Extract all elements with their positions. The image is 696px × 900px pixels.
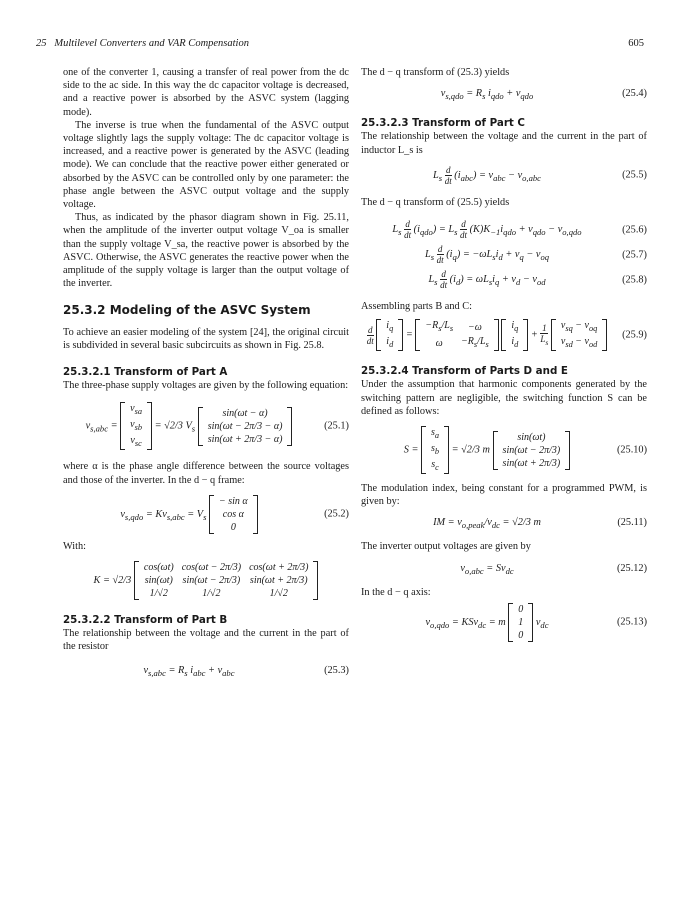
- subsection-heading: 25.3.2.3 Transform of Part C: [361, 117, 525, 130]
- paragraph: The inverter output voltages are given by: [361, 541, 531, 553]
- paragraph: With:: [63, 540, 87, 552]
- equation-25-1: $v_{s,abc}$ = $v_{sa}$ $v_{sb}$ $v_{sc}$ = √2/3 $V_s$ sin(ωt − α) sin(ωt − 2π/3 − α) sin(ωt + 2π/3 − α) (25.1): [85, 403, 349, 449]
- subsection-heading: 25.3.2.2 Transform of Part B: [63, 614, 228, 627]
- equation-number: (25.2): [324, 508, 349, 520]
- paragraph: The relationship between the voltage and the current in the part of the resistor: [63, 628, 349, 653]
- equation-25-10: S = $s_a$ $s_b$ $s_c$ = √2/3 m sin(ωt) sin(ωt − 2π/3) sin(ωt + 2π/3) (25.10): [403, 427, 647, 473]
- equation-25-7: $L_s$ $\frac{d}{dt}$ $(i_q) = -\omega L_si_d + v_q - v_{oq}$ (25.7): [424, 244, 647, 266]
- paragraph: one of the converter 1, causing a transfer of real power from the dc side to the ac side. In this way the dc capacitor voltage is decreased, and a reactive power is absorbed by the ASVC system (lagging mode).: [63, 67, 349, 118]
- equation-number: (25.4): [622, 88, 647, 100]
- equation-25-13: $v_{o,qdo} = KSv_{dc} = m$ 0 1 0 $v_{dc}$ (25.13): [425, 603, 647, 641]
- paragraph: To achieve an easier modeling of the system [24], the original circuit is subdivided in several basic subcircuits as shown in Fig. 25.8.: [63, 326, 349, 351]
- subsection-heading: 25.3.2.1 Transform of Part A: [63, 366, 228, 379]
- right-column: [361, 66, 647, 642]
- chapter-title: Multilevel Converters and VAR Compensation: [54, 38, 249, 49]
- left-column: [63, 66, 349, 680]
- equation-25-6: $L_s$ $\frac{d}{dt}$ $(i_{qdo}) = L_s$ $\frac{d}{dt}$ $(K)K_{-1}i_{qdo} + v_{qdo} - v_{o,qdo}$ (25.6): [392, 219, 647, 241]
- equation-25-12: $v_{o,abc} = Sv_{dc}$ (25.12): [460, 562, 647, 576]
- equation-25-9: $\frac{d}{dt}$ $i_q$ $i_d$ = $-R_s/L_s$ −ω ω $-R_s/L_s$ $i_q$ $i_d$ + $\frac{1}{L_s}$ $v_{sq} - v_{oq}$ $v_{sd} - v_{od}$ (25.9): [366, 320, 647, 350]
- equation-number: (25.3): [324, 664, 349, 676]
- paragraph: The modulation index, being constant for a programmed PWM, is given by:: [361, 483, 647, 508]
- paragraph: The relationship between the voltage and the current in the part of inductor L_s is: [361, 131, 647, 156]
- equation-number: (25.12): [616, 562, 647, 574]
- equation-25-3: $v_{s,abc} = R_s$ $i_{abc} + v_{abc}$ (25.3): [143, 664, 349, 678]
- equation-number: (25.1): [324, 420, 349, 432]
- paragraph: The d − q transform of (25.3) yields: [361, 67, 510, 78]
- subsection-heading: 25.3.2.4 Transform of Parts D and E: [361, 365, 568, 378]
- paragraph: where α is the phase angle difference between the source voltages and those of the inverter. In the d − q frame:: [63, 461, 349, 486]
- paragraph: Under the assumption that harmonic components generated by the switching pattern are negligible, the switching function S can be defined as follows:: [361, 379, 647, 417]
- paragraph: The three-phase supply voltages are given by the following equation:: [63, 380, 349, 392]
- equation-25-11: IM = $v_{o,peak}/v_{dc} = √2/3$ m (25.11): [433, 517, 647, 531]
- section-heading: 25.3.2 Modeling of the ASVC System: [63, 303, 311, 318]
- paragraph: The inverse is true when the fundamental of the ASVC output voltage slightly lags the supply voltage: The dc capacitor voltage is increased, and a reactive power is generated by the ASVC (leading mode). We can conclude that the reactive power either generated or absorbed by the ASVC can be controlled only by one parameter: the phase angle between the ASVC output voltage and the supply voltage.: [63, 119, 349, 211]
- equation-number: (25.8): [622, 273, 647, 285]
- equation-25-5: $L_s$ $\frac{d}{dt}$ $(i_{abc}) = v_{abc} - v_{o,abc}$ (25.5): [433, 164, 647, 186]
- equation-number: (25.5): [622, 169, 647, 181]
- chapter-number: 25: [36, 38, 47, 49]
- page-number: 605: [628, 38, 644, 49]
- transform-matrix-K: K = √2/3 cos(ωt) cos(ωt − 2π/3) cos(ωt + 2π/3) sin(ωt) sin(ωt − 2π/3) sin(ωt + 2π/3) 1/√2 1/√2 1/√2: [63, 561, 349, 600]
- equation-number: (25.13): [616, 616, 647, 628]
- equation-number: (25.7): [622, 248, 647, 260]
- equation-25-8: $L_s$ $\frac{d}{dt}$ $(i_d) = \omega L_si_q + v_d - v_{od}$ (25.8): [428, 269, 647, 291]
- paragraph: The d − q transform of (25.5) yields: [361, 196, 510, 208]
- equation-25-4: $v_{s,qdo} = R_s$ $i_{qdo} + v_{qdo}$ (25.4): [440, 88, 647, 102]
- equation-number: (25.11): [617, 517, 647, 529]
- paragraph: In the d − q axis:: [361, 586, 431, 598]
- equation-number: (25.6): [622, 223, 647, 235]
- equation-25-2: $v_{s,qdo} = Kv_{s,abc} = V_s$ − sin α cos α 0 (25.2): [120, 495, 349, 533]
- running-header: [36, 38, 249, 49]
- paragraph: Thus, as indicated by the phasor diagram shown in Fig. 25.11, when the amplitude of the inverter output voltage V_oa is smaller than the supply voltage V_sa, the reactive power is absorbed by the ASVC. Otherwise, the ASVC generates the reactive power when the amplitude of the supply voltage is larger than the output voltage of the inverter.: [63, 212, 349, 290]
- equation-number: (25.9): [622, 329, 647, 341]
- paragraph: Assembling parts B and C:: [361, 301, 472, 313]
- equation-number: (25.10): [616, 444, 647, 456]
